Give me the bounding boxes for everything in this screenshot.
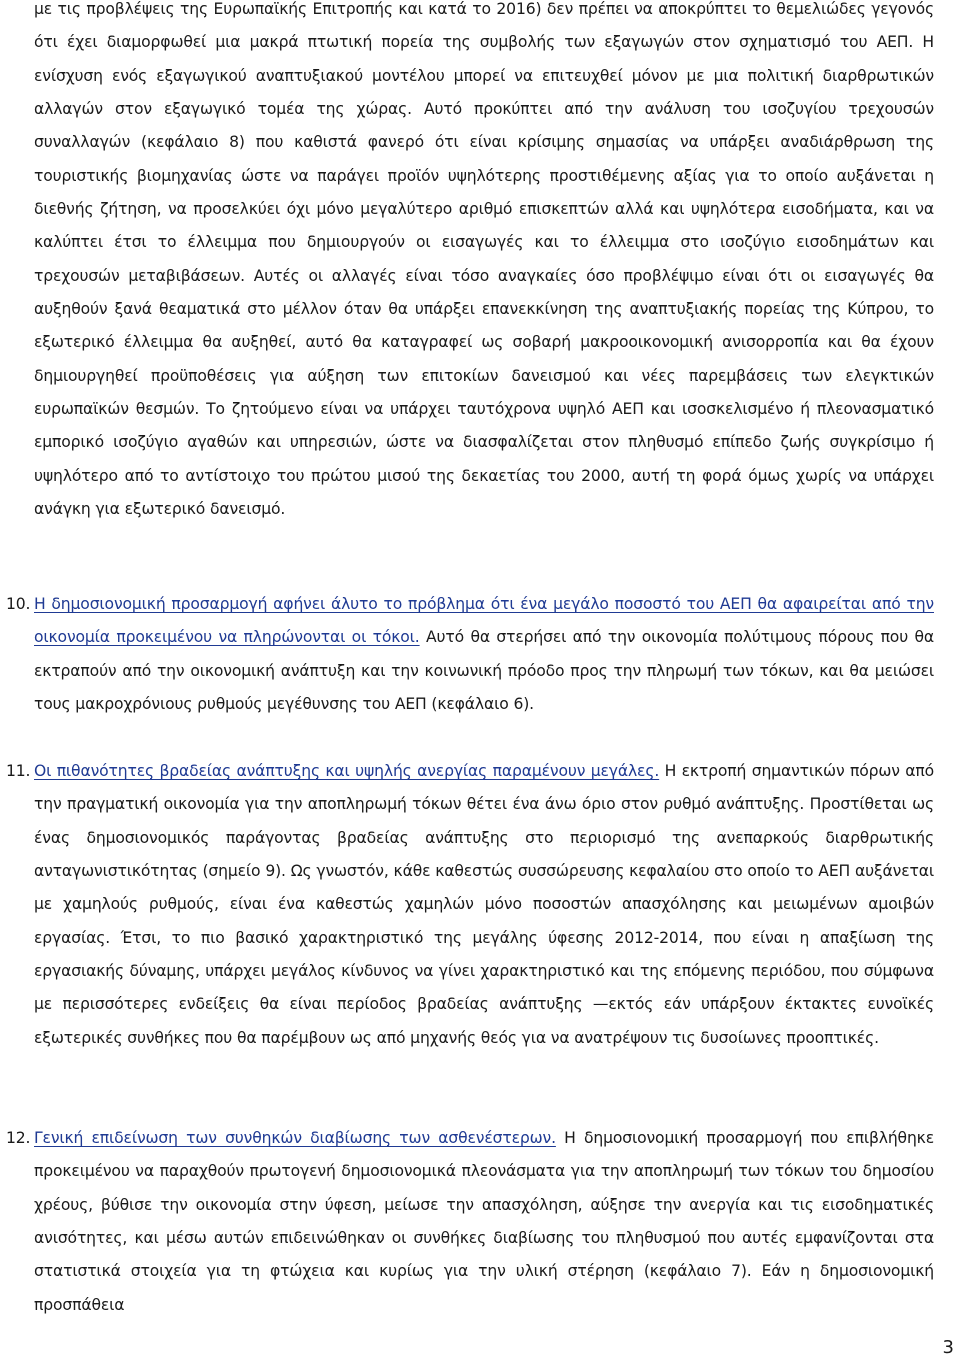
list-item-heading: Η δημοσιονομική προσαρμογή αφήνει άλυτο το πρόβλημα ότι ένα μεγάλο ποσοστό του ΑΕΠ θα αφαιρείται από την οικονομία προκειμένου να πληρώνονται οι τόκοι. (34, 595, 934, 647)
list-item-body (34, 1122, 934, 1322)
list-item-text: Η δημοσιονομική προσαρμογή που επιβλήθηκε προκειμένου να παραχθούν πρωτογενή δημοσιονομικά πλεονάσματα για την αποπληρωμή των τόκων του δημοσίου χρέους, βύθισε την οικονομία στην ύφεση, μείωσε την απασχόληση, αύξησε την ανεργία και τις εισοδηματικές ανισότητες, και μέσω αυτών επιδεινώθηκαν οι συνθήκες διαβίωσης του πληθυσμού που αυτές εμφανίζονται στα στατιστικά στοιχεία για τη φτώχεια και κυρίως για την υλική στέρηση (κεφάλαιο 7). Εάν η δημοσιονομική προσπάθεια (34, 1129, 934, 1314)
intro-paragraph (34, 0, 934, 527)
list-item-number: 12. (6, 1129, 31, 1147)
list-item-number: 10. (6, 595, 31, 613)
list-item-body (34, 588, 934, 721)
intro-paragraph-text: με τις προβλέψεις της Ευρωπαϊκής Επιτροπής και κατά το 2016) δεν πρέπει να αποκρύπτει το θεμελιώδες γεγονός ότι έχει διαμορφωθεί μια μακρά πτωτική πορεία της συμβολής των εξαγωγών στον σχηματισμό του ΑΕΠ. Η ενίσχυση ενός εξαγωγικού αναπτυξιακού μοντέλου μπορεί να επιτευχθεί μόνον με μια πολιτική διαρθρωτικών αλλαγών στον εξαγωγικό τομέα της χώρας. Αυτό προκύπτει από την ανάλυση του ισοζυγίου τρεχουσών συναλλαγών (κεφάλαιο 8) που καθιστά φανερό ότι είναι κρίσιμης σημασίας να υπάρξει αναδιάρθρωση της τουριστικής βιομηχανίας ώστε να παράγει προϊόν υψηλότερης προστιθέμενης αξίας για το οποίο αυξάνεται η διεθνής ζήτηση, να προσελκύει όχι μόνο μεγαλύτερο αριθμό επισκεπτών αλλά και υψηλότερα εισοδήματα, και να καλύπτει έτσι το έλλειμμα που δημιουργούν οι εισαγωγές και το έλλειμμα στο ισοζύγιο εισοδημάτων και τρεχουσών μεταβιβάσεων. Αυτές οι αλλαγές είναι τόσο αναγκαίες όσο προβλέψιμο είναι ότι οι εισαγωγές θα αυξηθούν ξανά θεαματικά στο μέλλον όταν θα υπάρξει επανεκκίνηση της αναπτυξιακής πορείας της Κύπρου, το εξωτερικό έλλειμμα θα αυξηθεί, αυτό θα καταγραφεί ως σοβαρή μακροοικονομική ανισορροπία και θα έχουν δημιουργηθεί προϋποθέσεις για αύξηση των επιτοκίων δανεισμού και νέες παρεμβάσεις των ελεγκτικών ευρωπαϊκών θεσμών. Το ζητούμενο είναι να υπάρχει ταυτόχρονα υψηλό ΑΕΠ και ισοσκελισμένο ή πλεονασματικό εμπορικό ισοζύγιο αγαθών και υπηρεσιών, ώστε να διασφαλίζεται στον πληθυσμό επίπεδο ζωής συγκρίσιμο ή υψηλότερο από το αντίστοιχο του πρώτου μισού της δεκαετίας του 2000, αυτή τη φορά όμως χωρίς να υπάρχει ανάγκη για εξωτερικό δανεισμό. (34, 0, 934, 519)
list-item-heading: Γενική επιδείνωση των συνθηκών διαβίωσης των ασθενέστερων. (34, 1129, 556, 1147)
page-number: 3 (942, 1337, 954, 1358)
list-item-text: Αυτό θα στερήσει από την οικονομία πολύτιμους πόρους που θα εκτραπούν από την οικονομική ανάπτυξη και την κοινωνική πρόοδο προς την πληρωμή των τόκων, και θα μειώσει τους μακροχρόνιους ρυθμούς μεγέθυνσης του ΑΕΠ (κεφάλαιο 6). (34, 628, 934, 714)
list-item-heading: Οι πιθανότητες βραδείας ανάπτυξης και υψηλής ανεργίας παραμένουν μεγάλες. (34, 762, 660, 780)
list-item-text: Η εκτροπή σημαντικών πόρων από την πραγματική οικονομία για την αποπληρωμή τόκων θέτει ένα άνω όριο στον ρυθμό ανάπτυξης. Προστίθεται ως ένας δημοσιονομικός παράγοντας βραδείας ανάπτυξης στο περιορισμό της ανεπαρκούς διαρθρωτικής ανταγωνιστικότητας (σημείο 9). Ως γνωστόν, κάθε καθεστώς συσσώρευσης κεφαλαίου στο οποίο το ΑΕΠ αυξάνεται με χαμηλούς ρυθμούς, είναι ένα καθεστώς χαμηλών μόνο ποσοστών απασχόλησης και μειωμένων αμοιβών εργασίας. Έτσι, το πιο βασικό χαρακτηριστικό της μεγάλης ύφεσης 2012-2014, που είναι η απαξίωση της εργασιακής δύναμης, υπάρχει μεγάλος κίνδυνος να γίνει χαρακτηριστικό και της επόμενης περιόδου, που σύμφωνα με περισσότερες ενδείξεις θα είναι περίοδος βραδείας ανάπτυξης —εκτός εάν υπάρξουν έκτακτες ευνοϊκές εξωτερικές συνθήκες που θα παρέμβουν ως από μηχανής θεός για να ανατρέψουν τις δυσοίωνες προοπτικές. (34, 762, 934, 1047)
list-item-body (34, 755, 934, 1055)
list-item-number: 11. (6, 762, 31, 780)
